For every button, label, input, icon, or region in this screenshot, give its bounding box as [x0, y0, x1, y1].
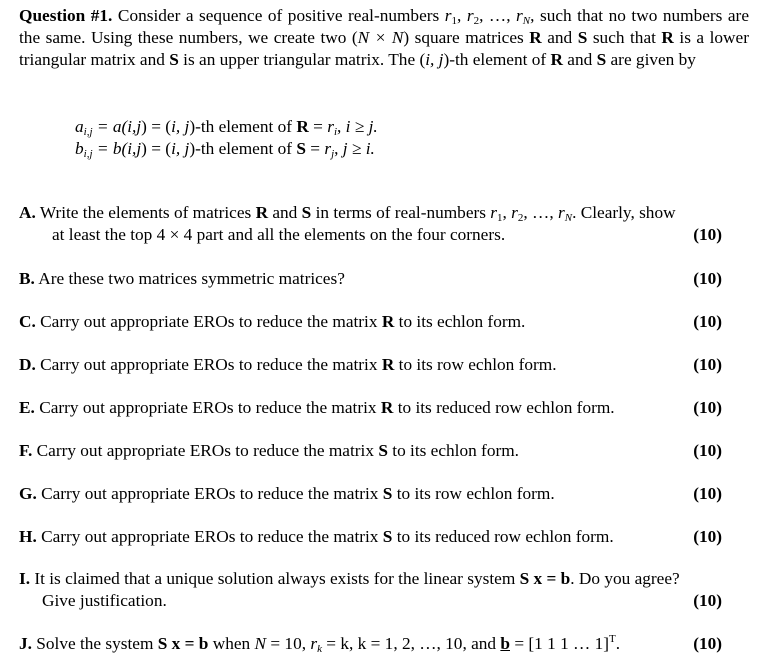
part-h: H. Carry out appropriate EROs to reduce the matrix S to its reduced row echlon form. (10)	[19, 527, 722, 546]
points-c: (10)	[693, 312, 722, 331]
points-g: (10)	[693, 484, 722, 503]
points-b: (10)	[693, 269, 722, 288]
part-j: J. Solve the system S x = b when N = 10, $r_k = k$, k = 1, 2, …, 10, and b = [1 1 1 … 1]$^T$. (10)	[19, 633, 722, 655]
part-i: I. It is claimed that a unique solution always exists for the linear system S x = b. Do you agree? Give justification. (10)	[19, 569, 722, 610]
points-e: (10)	[693, 398, 722, 417]
part-e: E. Carry out appropriate EROs to reduce the matrix R to its reduced row echlon form. (10)	[19, 398, 722, 417]
part-c: C. Carry out appropriate EROs to reduce the matrix R to its echlon form. (10)	[19, 312, 722, 331]
intro-text-a: Consider a sequence of positive real-numbers	[117, 6, 440, 25]
part-b: B. Are these two matrices symmetric matrices? (10)	[19, 269, 722, 288]
points-j: (10)	[693, 634, 722, 653]
points-h: (10)	[693, 527, 722, 546]
definition-a: $a_{i,j} = a(i,j) = (i$, j)-th element of $R = r_i$, i ≥ j.	[75, 117, 378, 138]
definition-b: $b_{i,j} = b(i,j) = (i$, j)-th element of $S = r_j$, j ≥ i.	[75, 139, 375, 160]
matrix-size: N × N	[357, 28, 404, 47]
part-a: A. Write the elements of matrices R and S in terms of real-numbers $r_1$, $r_2$, …, $r_N$. Clearly, show at least the top 4 × 4 part and all the elements on the four corners. (10)	[19, 203, 722, 244]
intro-text-b: , such that no two numbers are the same. Using these numbers, we create two (	[19, 6, 749, 47]
part-d: D. Carry out appropriate EROs to reduce the matrix R to its row echlon form. (10)	[19, 355, 722, 374]
points-i: (10)	[693, 591, 722, 610]
question-title: Question #1.	[19, 6, 113, 25]
points-a: (10)	[693, 225, 722, 244]
points-d: (10)	[693, 355, 722, 374]
part-g: G. Carry out appropriate EROs to reduce the matrix S to its row echlon form. (10)	[19, 484, 722, 503]
question-intro: Question #1. Consider a sequence of positive real-numbers $r_1$, $r_2$, …, $r_N$, such that no two numbers are the same. Using these numbers, we create two (N × N) square matrices R and S such that R is a lower triangular matrix and S is an upper triangular matrix. The (i, j)-th element of R and S are given by	[19, 6, 749, 69]
part-f: F. Carry out appropriate EROs to reduce the matrix S to its echlon form. (10)	[19, 441, 722, 460]
points-f: (10)	[693, 441, 722, 460]
